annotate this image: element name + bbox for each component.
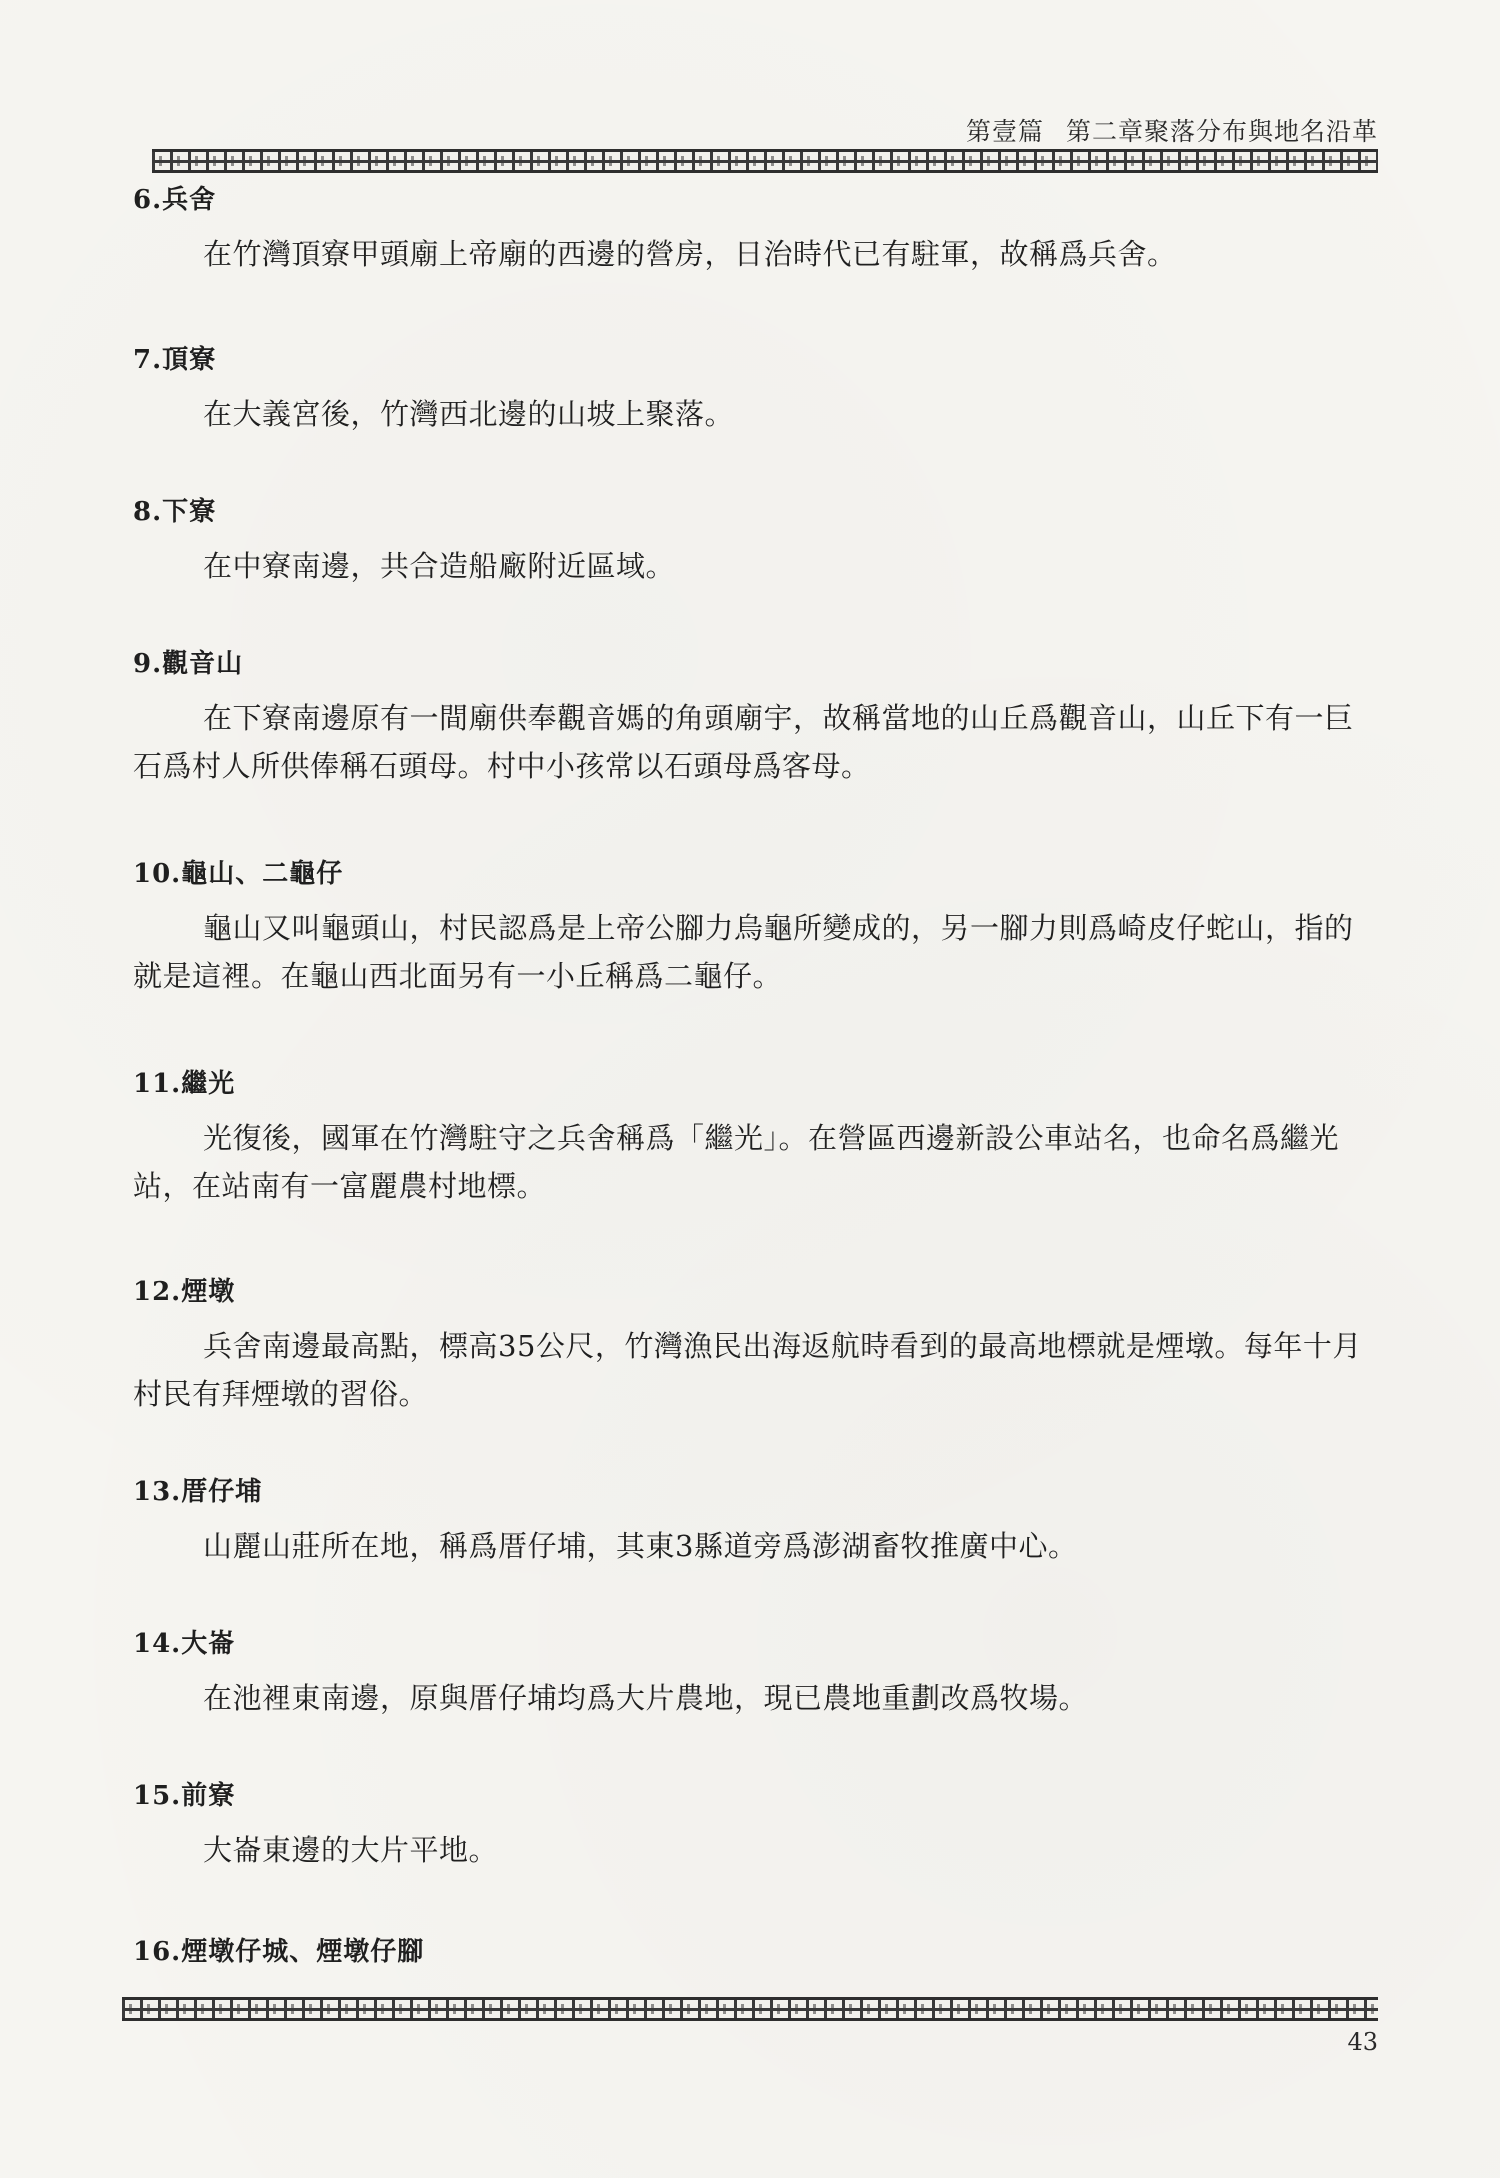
entry-14 [133, 1624, 1378, 1722]
entry-16 [133, 1932, 1378, 1972]
entry-body: 在下寮南邊原有一間廟供奉觀音媽的角頭廟宇，故稱當地的山丘爲觀音山，山丘下有一巨石爲村人所供俸稱石頭母。村中小孩常以石頭母爲客母。 [133, 701, 1354, 783]
entry-10 [133, 854, 1378, 1000]
header-part: 第壹篇 [965, 117, 1044, 146]
top-decorative-border [152, 149, 1378, 173]
entry-13 [133, 1472, 1378, 1570]
entry-6 [133, 180, 1378, 278]
entry-body: 龜山又叫龜頭山，村民認爲是上帝公腳力烏龜所變成的，另一腳力則爲崎皮仔蛇山，指的就是這裡。在龜山西北面另有一小丘稱爲二龜仔。 [133, 911, 1354, 993]
entry-body: 在中寮南邊，共合造船廠附近區域。 [203, 549, 676, 583]
entry-title: 9.觀音山 [133, 649, 244, 679]
entry-body: 光復後，國軍在竹灣駐守之兵舍稱爲「繼光」。在營區西邊新設公車站名，也命名爲繼光站，在站南有一富麗農村地標。 [133, 1121, 1340, 1203]
entry-body: 在竹灣頂寮甲頭廟上帝廟的西邊的營房，日治時代已有駐軍，故稱爲兵舍。 [203, 237, 1177, 271]
entry-7 [133, 340, 1378, 438]
entry-title: 13.厝仔埔 [133, 1477, 263, 1507]
entry-body: 大崙東邊的大片平地。 [203, 1833, 499, 1867]
entry-title: 10.龜山、二龜仔 [133, 859, 344, 889]
entry-body: 兵舍南邊最高點，標高35公尺，竹灣漁民出海返航時看到的最高地標就是煙墩。每年十月村民有拜煙墩的習俗。 [133, 1329, 1362, 1411]
entry-11 [133, 1064, 1378, 1210]
entry-title: 8.下寮 [133, 497, 217, 527]
entry-15 [133, 1776, 1378, 1874]
entry-title: 11.繼光 [133, 1069, 236, 1099]
entry-9 [133, 644, 1378, 790]
entry-12 [133, 1272, 1378, 1418]
entry-body: 在池裡東南邊，原與厝仔埔均爲大片農地，現已農地重劃改爲牧場。 [203, 1681, 1089, 1715]
running-header [966, 112, 1378, 148]
page-number: 43 [1347, 2028, 1378, 2056]
entry-title: 7.頂寮 [133, 345, 217, 375]
entry-title: 16.煙墩仔城、煙墩仔腳 [133, 1937, 425, 1967]
entry-list [133, 180, 1378, 1972]
entry-body: 在大義宮後，竹灣西北邊的山坡上聚落。 [203, 397, 735, 431]
header-chapter: 第二章聚落分布與地名沿革 [1065, 117, 1378, 146]
entry-title: 12.煙墩 [133, 1277, 236, 1307]
entry-title: 15.前寮 [133, 1781, 236, 1811]
entry-title: 14.大崙 [133, 1629, 236, 1659]
entry-body: 山麗山莊所在地，稱爲厝仔埔，其東3縣道旁爲澎湖畜牧推廣中心。 [203, 1529, 1078, 1563]
entry-title: 6.兵舍 [133, 185, 217, 215]
bottom-decorative-border [122, 1997, 1378, 2021]
entry-8 [133, 492, 1378, 590]
